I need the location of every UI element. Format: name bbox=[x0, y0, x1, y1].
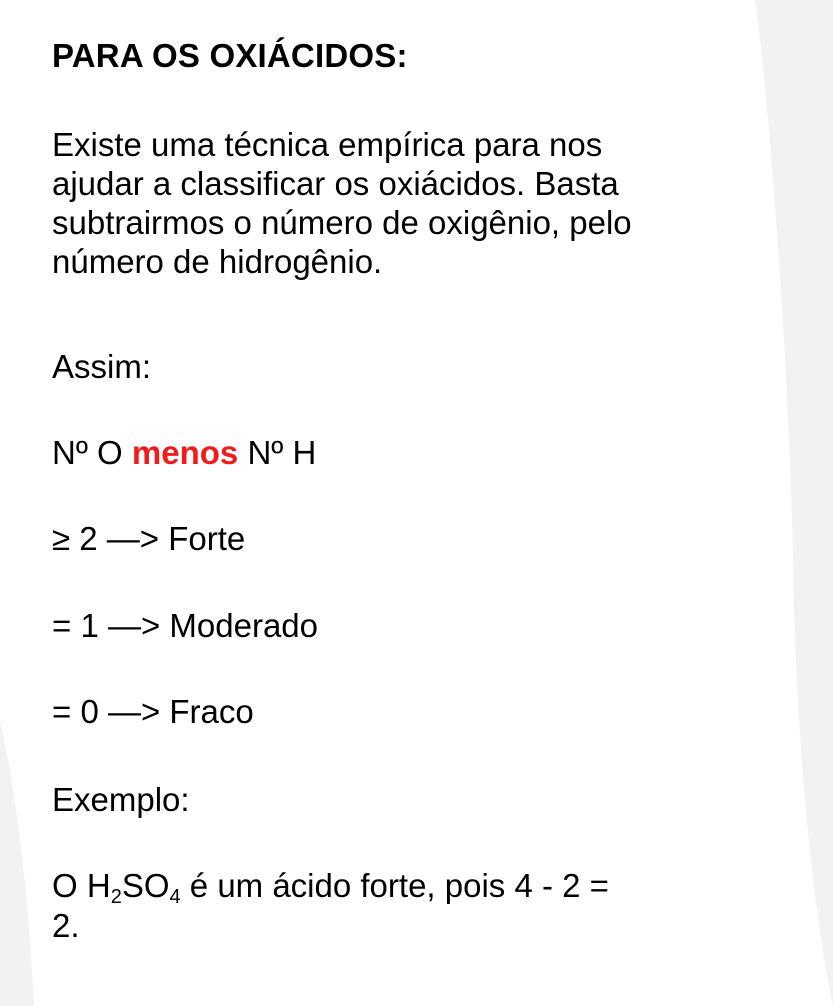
acid-formula bbox=[86, 867, 181, 908]
example-result: 2. bbox=[52, 907, 80, 944]
acid-h-subscript: 2 bbox=[110, 886, 122, 908]
assim-label: Assim: bbox=[52, 348, 151, 385]
example-prefix: O bbox=[52, 867, 87, 904]
example-label: Exemplo: bbox=[52, 781, 190, 818]
acid-o-subscript: 4 bbox=[169, 886, 181, 908]
intro-line: Existe uma técnica empírica para nos bbox=[52, 126, 603, 163]
formula-operator: menos bbox=[131, 434, 239, 471]
section-heading: PARA OS OXIÁCIDOS: bbox=[52, 37, 408, 74]
formula-line bbox=[52, 433, 316, 473]
formula-right: Nº H bbox=[247, 434, 317, 471]
rule-moderado: = 1 —> Moderado bbox=[52, 607, 318, 644]
acid-so: SO bbox=[121, 867, 170, 904]
example-rest: é um ácido forte, pois 4 - 2 = bbox=[180, 867, 609, 904]
intro-line: número de hidrogênio. bbox=[52, 243, 383, 280]
intro-line: ajudar a classificar os oxiácidos. Basta bbox=[52, 165, 619, 202]
example-sentence bbox=[52, 866, 609, 906]
formula-left: Nº O bbox=[52, 434, 123, 471]
acid-h: H bbox=[86, 867, 111, 904]
intro-line: subtrairmos o número de oxigênio, pelo bbox=[52, 204, 632, 241]
rule-fraco: = 0 —> Fraco bbox=[52, 693, 254, 730]
rule-forte: ≥ 2 —> Forte bbox=[52, 520, 246, 557]
intro-paragraph bbox=[52, 125, 792, 281]
